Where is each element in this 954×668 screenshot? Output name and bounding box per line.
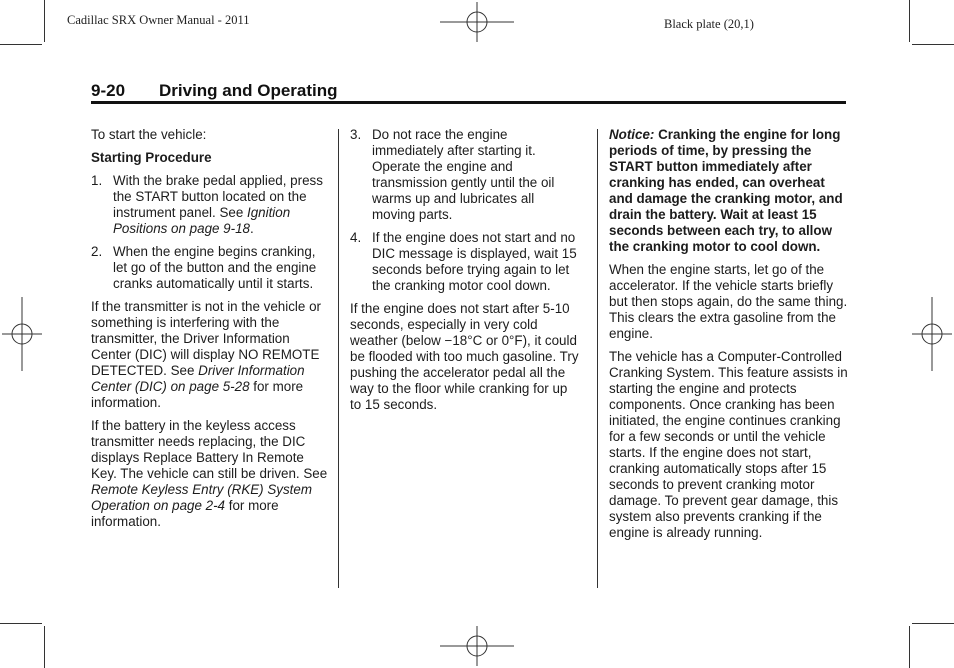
intro-text: To start the vehicle: (91, 127, 207, 142)
column-3 (609, 127, 849, 548)
column-divider-2 (597, 129, 598, 588)
registration-mark-left (2, 297, 42, 371)
crop-mark-top-right-horizontal (912, 44, 954, 45)
section-heading (91, 81, 846, 101)
heading-rule (91, 101, 846, 104)
list-text: If the engine does not start and no DIC message is displayed, wait 15 seconds before trying again to let the cranking motor cool down. (372, 230, 577, 293)
page-number: 9-20 (91, 81, 126, 100)
battery-paragraph: If the battery in the keyless access transmitter needs replacing, the DIC displays Replace Battery In Remote Key. The vehicle can still be driven. See Remote Keyless Entry (RKE) System Operation on page 2-4 for more information. (91, 418, 328, 529)
crop-mark-bottom-right-vertical (909, 626, 910, 668)
cranking-system-paragraph: The vehicle has a Computer-Controlled Cranking System. This feature assists in starting the engine and protects components. Once cranking has been initiated, the engine continues cranking for a few seconds or until the vehicle starts. If the engine does not start, cranking automatically stops after 15 seconds to prevent cranking motor damage. To prevent gear damage, this system also prevents cranking if the engine is already running. (609, 349, 848, 540)
crop-mark-top-right-vertical (909, 0, 910, 42)
registration-mark-top (440, 2, 514, 42)
list-number: 3. (350, 127, 362, 142)
cross-reference: Ignition Positions on page 9-18 (113, 205, 291, 236)
list-item-1: 1. With the brake pedal applied, press the START button located on the instrument panel. See Ignition Positions on page 9-18. (91, 173, 323, 236)
engine-starts-paragraph: When the engine starts, let go of the accelerator. If the vehicle starts briefly but then stops again, do the same thing. This clears the extra gasoline from the engine. (609, 262, 848, 341)
subheading-starting-procedure: Starting Procedure (91, 150, 212, 165)
list-text: With the brake pedal applied, press the START button located on the instrument panel. See (113, 173, 323, 220)
list-item-3 (350, 127, 580, 223)
list-number: 2. (91, 244, 103, 259)
notice-label: Notice: (609, 127, 655, 142)
flooded-engine-paragraph: If the engine does not start after 5-10 seconds, especially in very cold weather (below −18°C or 0°F), it could be flooded with too much gasoline. Try pushing the accelerator pedal all the way to the floor while cranking for up to 15 seconds. (350, 301, 579, 412)
document-title: Cadillac SRX Owner Manual - 2011 (67, 13, 250, 27)
crop-mark-bottom-left-horizontal (0, 623, 42, 624)
crop-mark-bottom-left-vertical (44, 626, 45, 668)
transmitter-paragraph: If the transmitter is not in the vehicle or something is interfering with the transmitter, the Driver Information Center (DIC) will display NO REMOTE DETECTED. See Driver Information Center (DIC) on page 5-28 for more information. (91, 299, 321, 410)
list-number: 4. (350, 230, 362, 245)
registration-mark-right (912, 297, 952, 371)
section-title: Driving and Operating (159, 81, 338, 100)
cross-reference: Driver Information Center (DIC) on page 5-28 (91, 363, 305, 394)
list-number: 1. (91, 173, 103, 188)
crop-mark-bottom-right-horizontal (912, 623, 954, 624)
column-1 (91, 127, 331, 537)
crop-mark-top-left-vertical (44, 0, 45, 42)
list-item-2 (91, 244, 331, 292)
crop-mark-top-left-horizontal (0, 44, 42, 45)
registration-mark-bottom (440, 626, 514, 666)
column-2 (350, 127, 580, 420)
notice-block (609, 127, 849, 255)
list-text: When the engine begins cranking, let go of the button and the engine cranks automatically until it starts. (113, 244, 317, 291)
list-item-4 (350, 230, 580, 294)
notice-text: Cranking the engine for long periods of time, by pressing the START button immediately after cranking has ended, can overheat and damage the cranking motor, and drain the battery. Wait at least 15 seconds between each try, to allow the cranking motor to cool down. (609, 127, 843, 254)
cross-reference: Remote Keyless Entry (RKE) System Operation on page 2-4 (91, 482, 313, 513)
list-text: Do not race the engine immediately after starting it. Operate the engine and transmission gently until the oil warms up and lubricates all moving parts. (372, 127, 555, 222)
column-divider-1 (338, 129, 339, 588)
plate-label: Black plate (20,1) (664, 17, 754, 31)
